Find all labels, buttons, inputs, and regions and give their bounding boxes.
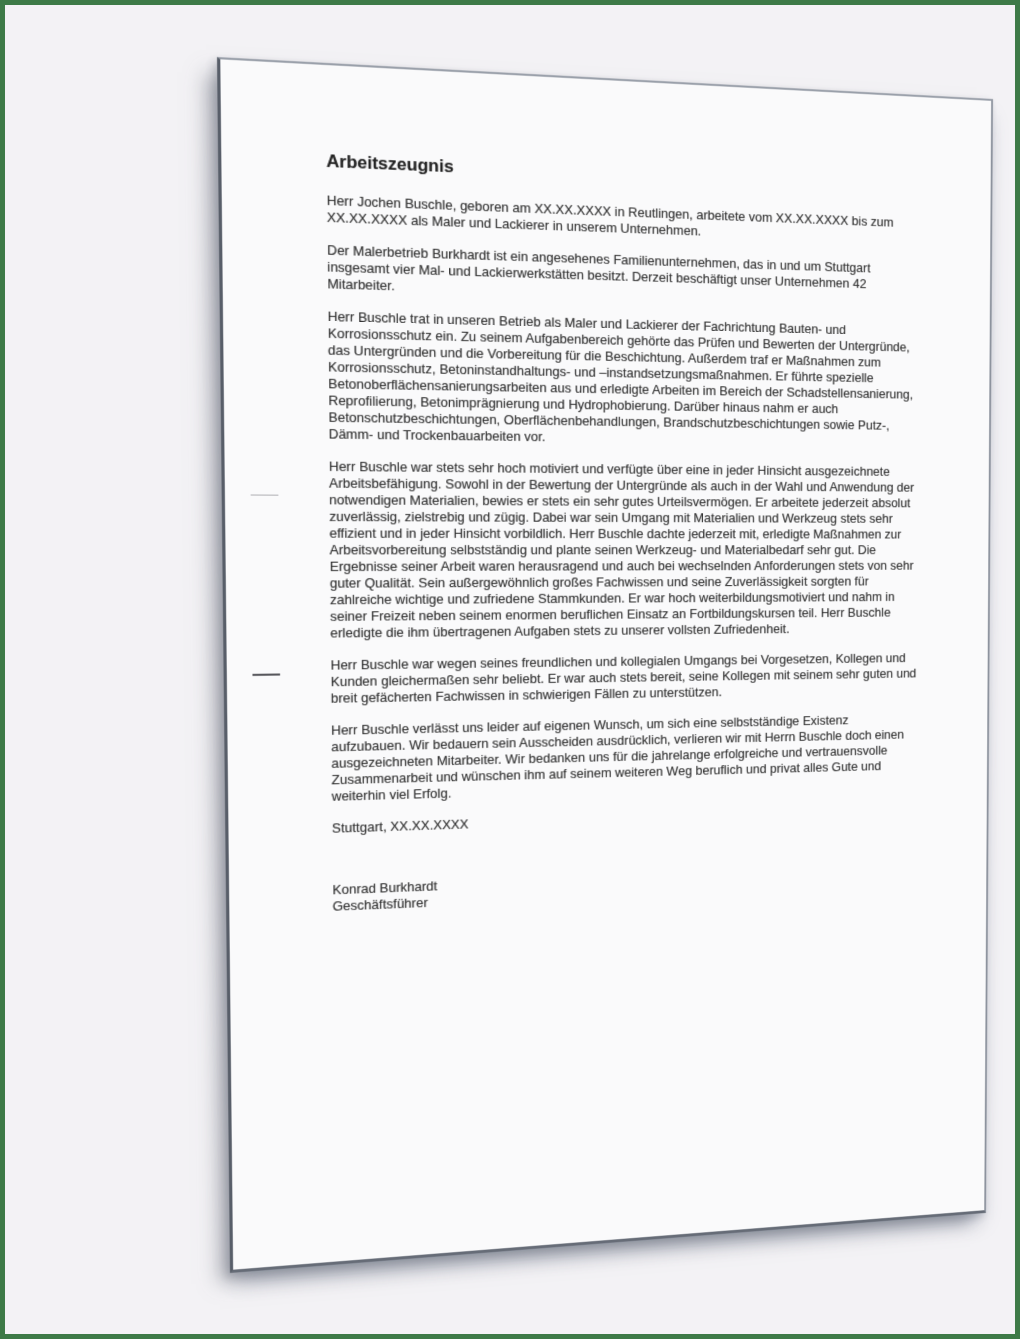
document-title: Arbeitszeugnis [326,151,454,177]
fold-mark-middle [252,673,280,675]
signature-name: Konrad Burkhardt [332,878,438,898]
paragraph-conduct: Herr Buschle war wegen seines freundlichen und kollegialen Umgangs bei Vorgesetzen, Kollegen und Kunden gleichermaßen sehr beliebt. Er war auch stets bereit, seine Kollegen mit seinem sehr guten und breit gefächerten Fachwissen in schwierigen Fällen zu unterstützen. [330,650,917,706]
signature-role: Geschäftsführer [332,894,428,914]
fold-mark-upper [251,494,279,495]
letter-content [326,151,920,915]
paragraph-duties: Herr Buschle trat in unseren Betrieb als Maler und Lackierer der Fachrichtung Bauten- und Korrosionsschutz ein. Zu seinem Aufgabenbereich gehörte das Prüfen und Bewerten der Untergründe, das Untergründen und die Vorbereitung für die Beschichtung. Außerdem traf er Maßnahmen zum Korrosionsschutz, Betoninstandhaltungs- und –instandsetzungsmaßnahmen. Er führte spezielle Betonoberflächensanierungsarbeiten aus und erledigte Arbeiten im Bereich der Schadstellensanierung, Reprofilierung, Betonimprägnierung und Hydrophobierung. Darüber hinaus nahm er auch Betonschutzbeschichtungen, Oberflächenbehandlungen, Brandschutzbeschichtungen sowie Putz-, Dämm- und Trockenbauarbeiten vor. [327,308,913,445]
paragraph-introduction: Herr Jochen Buschle, geboren am XX.XX.XXXX in Reutlingen, arbeitete vom XX.XX.XXXX bis zum XX.XX.XXXX als Maler und Lackierer in unserem Unternehmen. [326,192,894,239]
paragraph-performance: Herr Buschle war stets sehr hoch motiviert und verfügte über eine in jeder Hinsicht ausgezeichnete Arbeitsbefähigung. Sowohl in der Bewertung der Untergründe als auch in der Wahl und Anwendung der notwendigen Materialien, bewies er stets ein sehr gutes Urteilsvermögen. Er arbeitete jederzeit absolut zuverlässig, zielstrebig und zügig. Dabei war sein Umgang mit Materialien und Werkzeug stets sehr effizient und in jeder Hinsicht vorbildlich. Herr Buschle dachte jederzeit mit, erledigte Maßnahmen zur Arbeitsvorbereitung selbstständig und plante seinen Werkzeug- und Materialbedarf sehr gut. Die Ergebnisse seiner Arbeit waren herausragend und auch bei wechselnden Anforderungen stets von sehr guter Qualität. Sein außergewöhnlich großes Fachwissen und seine Zuverlässigkeit sorgten für zahlreiche wichtige und zufriedene Stammkunden. Er war hoch weiterbildungsmotiviert und nahm in seiner Freizeit neben seinem enormen beruflichen Einsatz an Fortbildungskursen teil. Herr Buschle erledigte die ihm übertragenen Aufgaben stets zu unserer vollsten Zufriedenheit. [328,458,915,641]
paragraph-closing: Herr Buschle verlässt uns leider auf eigenen Wunsch, um sich eine selbstständige Existenz aufzubauen. Wir bedauern sein Ausscheiden ausdrücklich, verlieren wir mit Herrn Buschle doch einen ausgezeichneten Mitarbeiter. Wir bedanken uns für die jahrelange erfolgreiche und vertrauensvolle Zusammenarbeit und wünschen ihm auf seinem weiteren Weg beruflich und privat alles Gute und weiterhin viel Erfolg. [331,712,905,804]
paragraph-company: Der Malerbetrieb Burkhardt ist ein angesehenes Familienunternehmen, das in und um Stuttgart insgesamt vier Mal- und Lackierwerkstätten besitzt. Derzeit beschäftigt unser Unternehmen 42 Mitarbeiter. [327,241,871,294]
date-line: Stuttgart, XX.XX.XXXX [331,816,469,836]
letter-page [217,57,993,1273]
